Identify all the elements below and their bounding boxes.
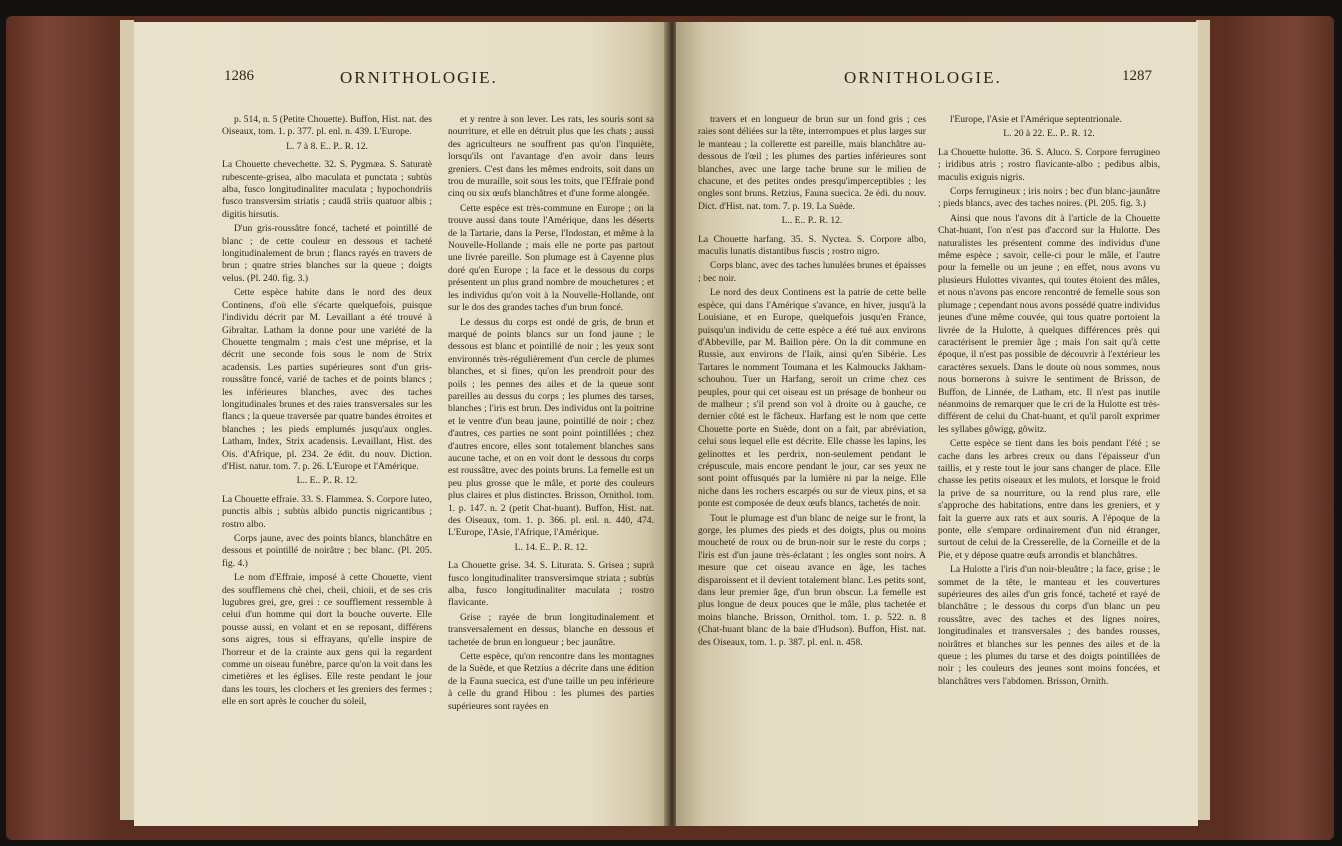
left-page-number: 1286: [224, 68, 254, 84]
right-page: [676, 22, 1198, 826]
right-column-2: [938, 114, 1160, 814]
measurement-line: L.. E.. P.. R. 12.: [296, 475, 358, 487]
paragraph: Le nord des deux Continens est la patrie de cette belle espèce, qui dans l'Amérique s'avance, en hiver, jusqu'à la Louisiane, et en Europe, quelquefois jusqu'en France, puisqu'un individu de cette espèce a été tué aux environs d'Abbeville, par M. Baillon père. On la dit commune en Russie, aux environs de l'Iaik, ainsi qu'en Sibérie. Les Tartares le nomment Toumana et les Kalmoucks Jakham-schouhou. Tuer un Harfang, seroit un crime chez ces peuples, pour qui cet oiseau est un présage de bonheur ou de malheur ; s'il prend son vol à droite ou à gauche, ce dernier côté est le fâcheux. Harfang est le nom que cette Chouette porte en Suède, dont on a fait, par abréviation, celui sous lequel elle est décrite. Elle chasse les lapins, les gelinottes et les perdrix, non-seulement pendant le crépuscule, mais encore pendant le jour, car ses yeux ne sont point offusqués par la lumière ni par la neige. Elle niche dans les rochers escarpés ou sur de vieux pins, et sa ponte est composée de deux œufs blancs, tachetés de noir.: [698, 287, 926, 510]
page-edges-right: [1196, 20, 1210, 820]
right-running-header: ORNITHOLOGIE.: [844, 68, 1002, 87]
paragraph: La Hulotte a l'iris d'un noir-bleuâtre ; la face, grise ; le sommet de la tête, le manteau et les couvertures supérieures des ailes d'un gris foncé, tacheté et rayé de blanchâtre ; le dessous du corps d'un blanc un peu roussâtre, avec des taches et des lignes noires, longitudinales et transversales ; des bandes rousses, noirâtres et blanches sur les pennes des ailes et de la queue ; les plumes du tarse et des doigts pointillées de noir ; les couleurs des jeunes sont moins foncées, et blanchâtres vers l'abdomen. Brisson, Ornith.: [938, 564, 1160, 687]
paragraph: Corps ferrugineux ; iris noirs ; bec d'un blanc-jaunâtre ; pieds blancs, avec des taches noires. (Pl. 205. fig. 3.): [938, 186, 1160, 210]
paragraph: Le nom d'Effraie, imposé à cette Chouette, vient des soufflemens chè chei, cheii, chioii, et de ses cris lugubres grei, gre, grei : ce soufflement ressemble à celui d'un homme qui dort la bouche ouverte. Elle pousse aussi, en volant et en se reposant, différens sons aigres, tous si effrayans, qu'elle inspire de l'horreur et de la crainte aux gens qui la regardent comme un oiseau funèbre, parce qu'on la voit dans les cimetières et les églises. Elle reste pendant le jour dans les tours, les clochers et les greniers des fermes ; elle en sort après le coucher du soleil,: [222, 572, 432, 708]
paragraph: Corps blanc, avec des taches lunulées brunes et épaisses ; bec noir.: [698, 260, 926, 284]
species-heading: La Chouette chevechette. 32. S. Pygmæa. S. Saturatè rubescente-grisea, albo maculata et punctata ; subtùs alba, fusco longitudinaliter maculata ; hypochondriis fusco transversìm striatis ; caudâ striis quatuor albis ; digitis hirsutis.: [222, 159, 432, 220]
left-running-header: ORNITHOLOGIE.: [340, 68, 498, 87]
paragraph: l'Europe, l'Asie et l'Amérique septentrionale.: [950, 114, 1122, 125]
paragraph: et y rentre à son lever. Les rats, les souris sont sa nourriture, et elle en détruit plus que les chats ; aussi des agriculteurs ne souffrent pas qu'on l'inquiète, lorsqu'ils ont l'avantage d'en avoir dans leurs greniers. C'est dans les mêmes endroits, soit dans un trou de muraille, soit sous les toits, que l'Effraie pond cinq ou six œufs blanchâtres et d'une forme alongée.: [448, 114, 654, 200]
paragraph: Ainsi que nous l'avons dit à l'article de la Chouette Chat-huant, l'on n'est pas d'accord sur la Hulotte. Des naturalistes les présentent comme des individus d'une même espèce ; savoir, celle-ci pour le mâle, et l'autre pour la femelle ou un jeune ; en effet, nous avons vu plusieurs Hulottes vivantes, qui toutes étoient des mâles, et nous n'avons pas encore rencontré de femelle sous son plumage ; cependant nous avons possédé quatre individus jeunes d'une même couvée, qui tous quatre portoient la livrée de la Hulotte, à quelques différences près qui caractérisent le premier âge ; mais l'on sait qu'à cette époque, il n'est pas possible de découvrir à l'extérieur les caractères sexuels. Dans le doute où nous sommes, nous nous bornerons à suivre le sentiment de Brisson, de Buffon, de Linnée, de Latham, etc. Il n'est pas inutile néanmoins de remarquer que le cri de la Hulotte est très-différent de celui du Chat-huant, et qu'il paroît exprimer les syllabes gôwigg, gôwitz.: [938, 212, 1160, 435]
paragraph: Cette espèce, qu'on rencontre dans les montagnes de la Suède, et que Retzius a décrite dans une édition de la Fauna suecica, est d'une taille un peu inférieure à celle du grand Hibou : les plumes des parties supérieures sont rayées en: [448, 651, 654, 712]
right-page-number: 1287: [1122, 68, 1152, 84]
left-column-2: [448, 114, 654, 814]
species-heading: La Chouette harfang. 35. S. Nyctea. S. Corpore albo, maculis lunatis distantibus fuscis ; rostro nigro.: [698, 233, 926, 258]
paragraph: Cette espèce habite dans le nord des deux Continens, d'où elle s'écarte quelquefois, puisque l'individu décrit par M. Levaillant a été trouvé à Gibraltar. Latham la donne pour une variété de la Chouette tengmalm ; mais c'est une méprise, et la décrit une seconde fois sous le nom de Strix acadensis. Les parties supérieures sont d'un gris-roussâtre foncé, varié de taches et de points blancs ; les inférieures blanches, avec des taches longitudinales brunes et des raies transversales sur les flancs ; la queue traversée par quatre bandes étroites et blanches ; les pieds emplumés jusqu'aux ongles. Latham, Index, Strix acadensis. Levaillant, Hist. des Ois. d'Afrique, pl. 234. 2e édit. du nouv. Diction. d'Hist. natur. tom. 7. p. 26. L'Europe et l'Amérique.: [222, 287, 432, 472]
paragraph: Tout le plumage est d'un blanc de neige sur le front, la gorge, les plumes des pieds et des doigts, plus ou moins moucheté de roux ou de brun-noir sur le reste du corps ; l'iris est d'un jaune très-éclatant ; les ongles sont noirs. A mesure que cet oiseau avance en âge, les taches disparoissent et il devient totalement blanc. Les petits sont, dans leur premier âge, d'un brun obscur. La femelle est plus longue de deux pouces que le mâle, plus tachetée et moins blanche. Brisson, Ornithol. tom. 1. p. 522. n. 8 (Chat-huant blanc de la baie d'Hudson). Buffon, Hist. nat. des Oiseaux, tom. 1. p. 387. pl. enl. n. 458.: [698, 512, 926, 648]
measurement-line: L.. E.. P.. R. 12.: [781, 215, 843, 227]
paragraph: p. 514, n. 5 (Petite Chouette). Buffon, Hist. nat. des Oiseaux, tom. 1. p. 377. pl. enl. n. 439. L'Europe.: [222, 114, 432, 138]
paragraph: D'un gris-roussâtre foncé, tacheté et pointillé de blanc ; de cette couleur en dessous et tacheté longitudinalement de brun ; flancs rayés en travers de brun ; quatre stries blanches sur la queue ; doigts velus. (Pl. 240. fig. 3.): [222, 223, 432, 284]
species-heading: La Chouette grise. 34. S. Liturata. S. Grisea ; suprà fusco longitudinaliter transversìmque striata ; subtùs alba, fusco longitudinaliter maculata ; rostro flavicante.: [448, 560, 654, 609]
measurement-line: L. 20 à 22. E.. P.. R. 12.: [1003, 128, 1095, 140]
left-column-1: [222, 114, 432, 814]
right-column-1: [698, 114, 926, 814]
paragraph: Corps jaune, avec des points blancs, blanchâtre en dessous et pointillé de noirâtre ; bec blanc. (Pl. 205. fig. 4.): [222, 533, 432, 569]
paragraph: travers et en longueur de brun sur un fond gris ; ces raies sont déliées sur la tête, interrompues et plus larges sur le manteau ; la collerette est pareille, mais blanchâtre au-dessous de l'œil ; les plumes des parties inférieures sont blanches, avec une large tache brune sur le milieu de chacune, et des petites ondes presqu'imperceptibles ; les ongles sont bruns. Retzius, Fauna suecica. 2e édi. du nouv. Dict. d'Hist. nat. tom. 7. p. 19. La Suède.: [698, 114, 926, 212]
species-heading: La Chouette hulotte. 36. S. Aluco. S. Corpore ferrugineo ; iridibus atris ; rostro flavicante-albo ; pedibus albis, maculis exiguis nigris.: [938, 146, 1160, 183]
measurement-line: L. 7 à 8. E.. P.. R. 12.: [286, 140, 368, 152]
paragraph: Cette espèce est très-commune en Europe ; on la trouve aussi dans toute l'Amérique, dans les déserts de la Tartarie, dans la Perse, l'Indostan, et même à la Nouvelle-Hollande ; mais elle ne porte pas partout une livrée pareille. Son plumage est à Cayenne plus doré qu'en Europe ; la face et le dessous du corps présentent un plus grand nombre de mouchetures ; et les individus qu'on voit à la Nouvelle-Hollande, ont sur le dos des grandes taches d'un brun foncé.: [448, 202, 654, 314]
left-page: [134, 22, 668, 826]
paragraph: Le dessus du corps est ondé de gris, de brun et marqué de points blancs sur un fond jaune ; le dessous est blanc et pointillé de noir ; les yeux sont environnés très-régulièrement d'un cercle de plumes blanches, et si fines, qu'on les prendroit pour des poils ; les pennes des ailes et de la queue sont pareilles au dessus du corps ; les plumes des tarses, blanches ; l'iris est brun. Des individus ont la poitrine et le ventre d'un beau jaune, pointillé de noir ; chez d'autres, ces parties ne sont point pointillées ; chez d'autres encore, elles sont totalement blanches sans aucune tache, et on en voit dont le dessous du corps est roussâtre, avec des points bruns. La femelle est un peu plus grosse que le mâle, et porte des couleurs plus claires et plus distinctes. Brisson, Ornithol. tom. 1. p. 147. n. 2 (petit Chat-huant). Buffon, Hist. nat. des Oiseaux, tom. 1. p. 366. pl. enl. n. 440, 474. L'Europe, l'Asie, l'Afrique, l'Amérique.: [448, 316, 654, 539]
paragraph: Cette espèce se tient dans les bois pendant l'été ; se cache dans les arbres creux ou dans l'épaisseur d'un taillis, et y reste tout le jour sans changer de place. Elle chasse les petits oiseaux et les mulots, et lorsque le froid la prive de sa nourriture, ou la rend plus rare, elle s'approche des habitations, entre dans les greniers, et y fait la guerre aux rats et aux souris. A l'époque de la ponte, elle s'empare ordinairement d'un nid étranger, surtout de celui de la Cresserelle, de la Corneille et de la Pie, et y dépose quatre œufs arrondis et blanchâtres.: [938, 438, 1160, 561]
paragraph: Grise ; rayée de brun longitudinalement et transversalement en dessus, blanche en dessous et tachetée de brun en longueur ; bec jaunâtre.: [448, 611, 654, 648]
measurement-line: L. 14. E.. P.. R. 12.: [514, 541, 588, 553]
species-heading: La Chouette effraie. 33. S. Flammea. S. Corpore luteo, punctis albis ; subtùs albido punctis nigricantibus ; rostro albo.: [222, 493, 432, 530]
page-edges-left: [120, 20, 134, 820]
